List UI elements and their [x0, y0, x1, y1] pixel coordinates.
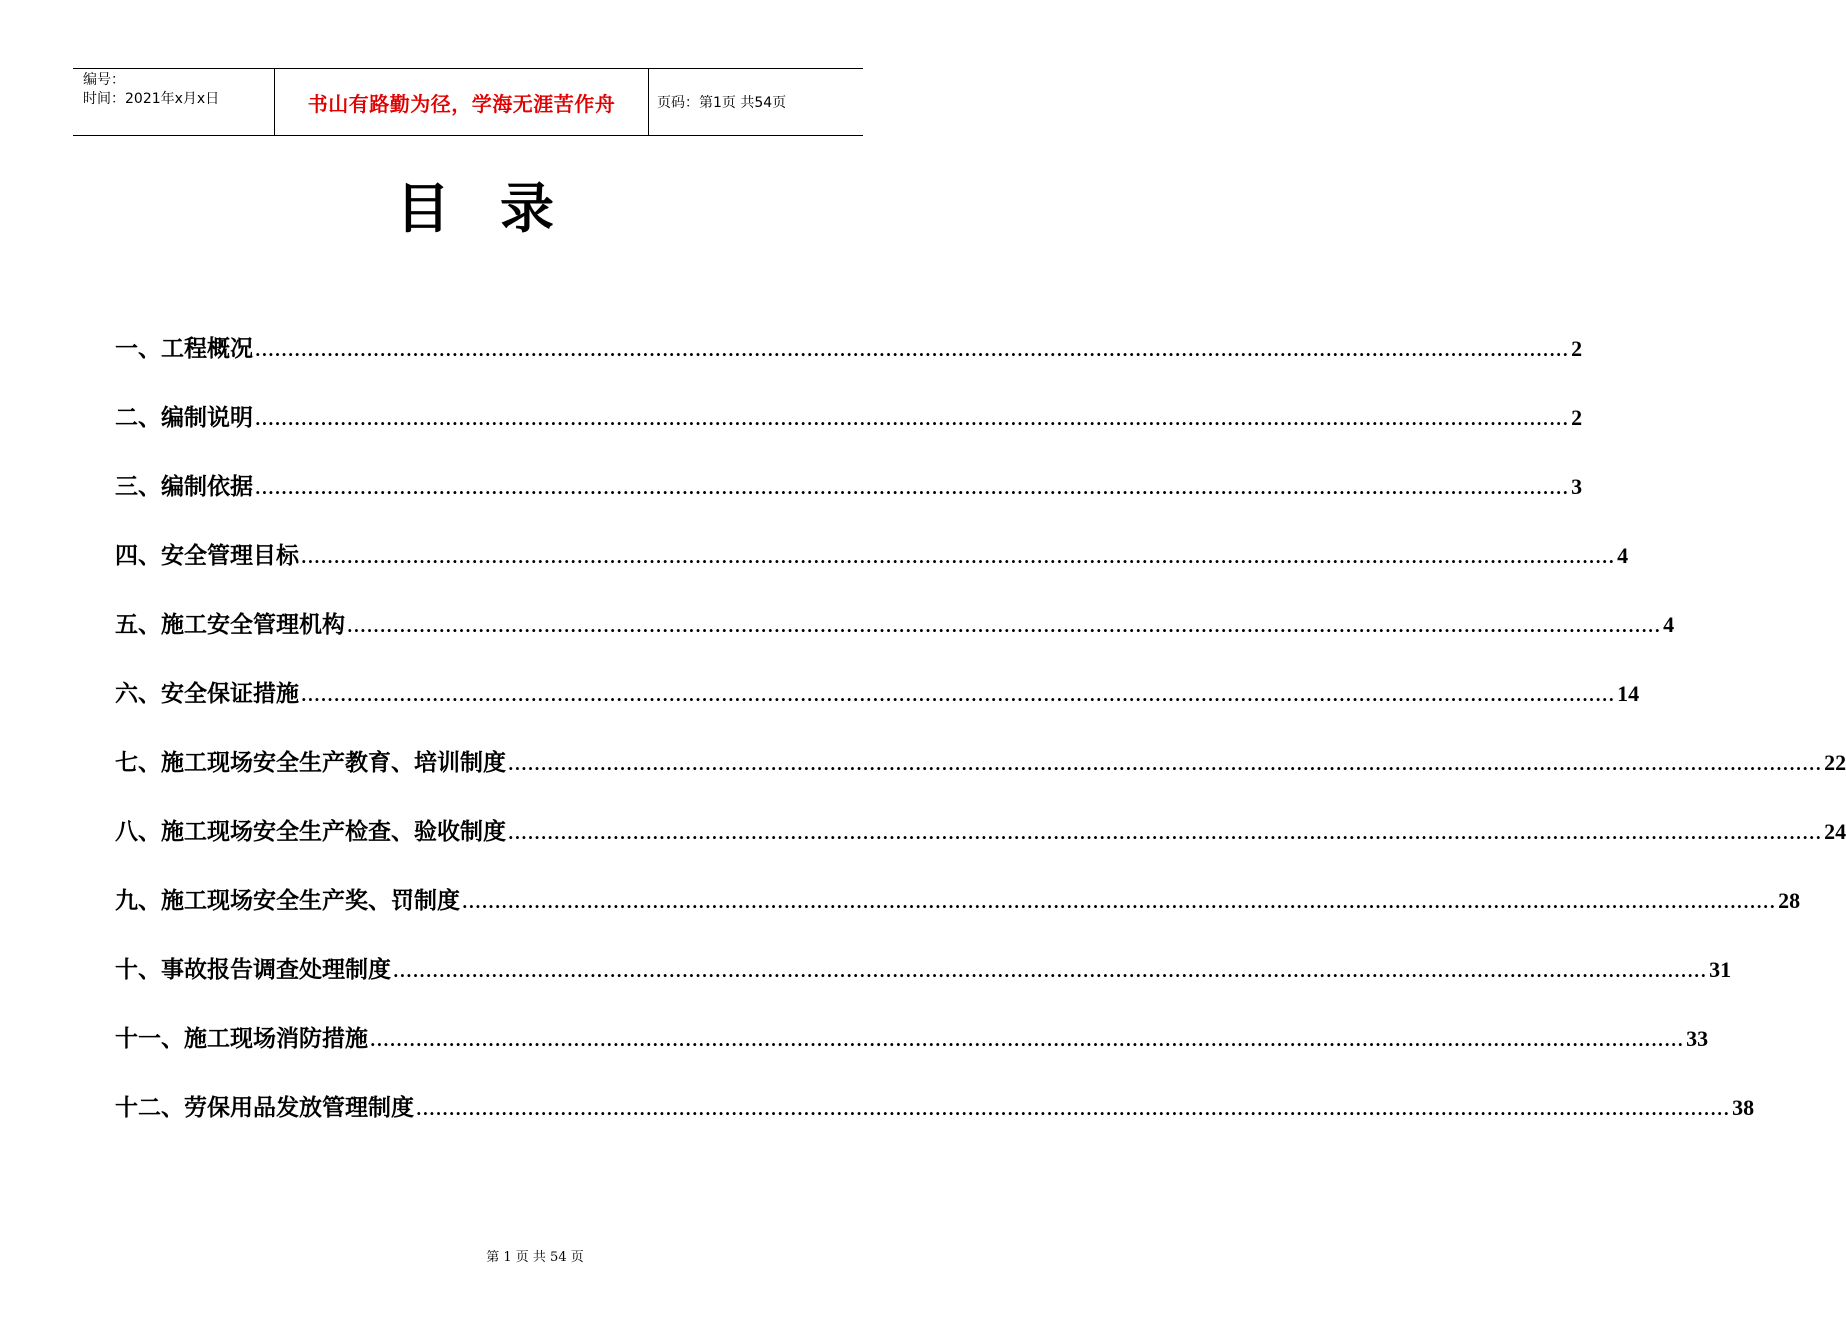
toc-entry[interactable] — [115, 537, 1629, 606]
toc-leader-dots: ........................................................................................................................................................................................................ — [393, 962, 1708, 981]
toc-leader-dots: ........................................................................................................................................................................................................ — [370, 1031, 1685, 1050]
toc-entry-label: 七、施工现场安全生产教育、培训制度 — [115, 749, 506, 776]
toc-leader-dots: ........................................................................................................................................................................................................ — [508, 755, 1823, 774]
toc-entry-label: 四、安全管理目标 — [115, 542, 299, 569]
page-title: 目录 — [396, 177, 604, 240]
toc-entry-label: 三、编制依据 — [115, 473, 253, 500]
toc-entry-page: 2 — [1571, 405, 1583, 430]
page-header — [73, 68, 863, 136]
toc-entry[interactable] — [115, 468, 1583, 537]
toc-leader-dots: ........................................................................................................................................................................................................ — [347, 617, 1662, 636]
page-footer: 第 1 页 共 54 页 — [486, 1250, 584, 1265]
toc-leader-dots: ........................................................................................................................................................................................................ — [301, 548, 1616, 567]
toc-entry-label: 一、工程概况 — [115, 335, 253, 362]
toc-entry-label: 八、施工现场安全生产检查、验收制度 — [115, 818, 506, 845]
document-time-label: 时间：2021年x月x日 — [83, 91, 220, 107]
header-motto-cell — [275, 69, 649, 135]
header-page-label: 页码：第1页 共54页 — [657, 95, 787, 111]
toc-entry-label: 六、安全保证措施 — [115, 680, 299, 707]
toc-entry[interactable] — [115, 882, 1801, 951]
document-number-label: 编号： — [83, 72, 125, 88]
toc-entry-label: 十一、施工现场消防措施 — [115, 1025, 368, 1052]
table-of-contents — [115, 330, 1846, 1158]
toc-entry-page: 3 — [1571, 474, 1583, 499]
toc-entry-page: 31 — [1709, 957, 1732, 982]
toc-entry[interactable] — [115, 675, 1640, 744]
toc-leader-dots: ........................................................................................................................................................................................................ — [255, 341, 1570, 360]
toc-entry-page: 33 — [1686, 1026, 1709, 1051]
toc-entry[interactable] — [115, 1020, 1709, 1089]
header-motto: 书山有路勤为径，学海无涯苦作舟 — [307, 91, 616, 116]
toc-entry-label: 二、编制说明 — [115, 404, 253, 431]
toc-entry-label: 十二、劳保用品发放管理制度 — [115, 1094, 414, 1121]
toc-leader-dots: ........................................................................................................................................................................................................ — [255, 479, 1570, 498]
toc-entry[interactable] — [115, 399, 1583, 468]
toc-entry-label: 五、施工安全管理机构 — [115, 611, 345, 638]
header-meta — [73, 69, 275, 135]
toc-entry[interactable] — [115, 813, 1846, 882]
header-page-cell — [649, 69, 863, 135]
toc-entry-page: 4 — [1617, 543, 1629, 568]
toc-entry-label: 九、施工现场安全生产奖、罚制度 — [115, 887, 460, 914]
toc-leader-dots: ........................................................................................................................................................................................................ — [508, 824, 1823, 843]
toc-entry[interactable] — [115, 951, 1732, 1020]
toc-entry-page: 2 — [1571, 336, 1583, 361]
toc-entry[interactable] — [115, 744, 1846, 813]
toc-entry-page: 4 — [1663, 612, 1675, 637]
toc-entry[interactable] — [115, 1089, 1755, 1158]
toc-entry-page: 38 — [1732, 1095, 1755, 1120]
toc-leader-dots: ........................................................................................................................................................................................................ — [301, 686, 1616, 705]
toc-leader-dots: ........................................................................................................................................................................................................ — [255, 410, 1570, 429]
toc-entry-label: 十、事故报告调查处理制度 — [115, 956, 391, 983]
toc-leader-dots: ........................................................................................................................................................................................................ — [416, 1100, 1731, 1119]
toc-entry[interactable] — [115, 330, 1583, 399]
toc-entry-page: 22 — [1824, 750, 1846, 775]
toc-entry-page: 24 — [1824, 819, 1846, 844]
toc-entry-page: 28 — [1778, 888, 1801, 913]
toc-entry-page: 14 — [1617, 681, 1640, 706]
toc-entry[interactable] — [115, 606, 1675, 675]
toc-leader-dots: ........................................................................................................................................................................................................ — [462, 893, 1777, 912]
